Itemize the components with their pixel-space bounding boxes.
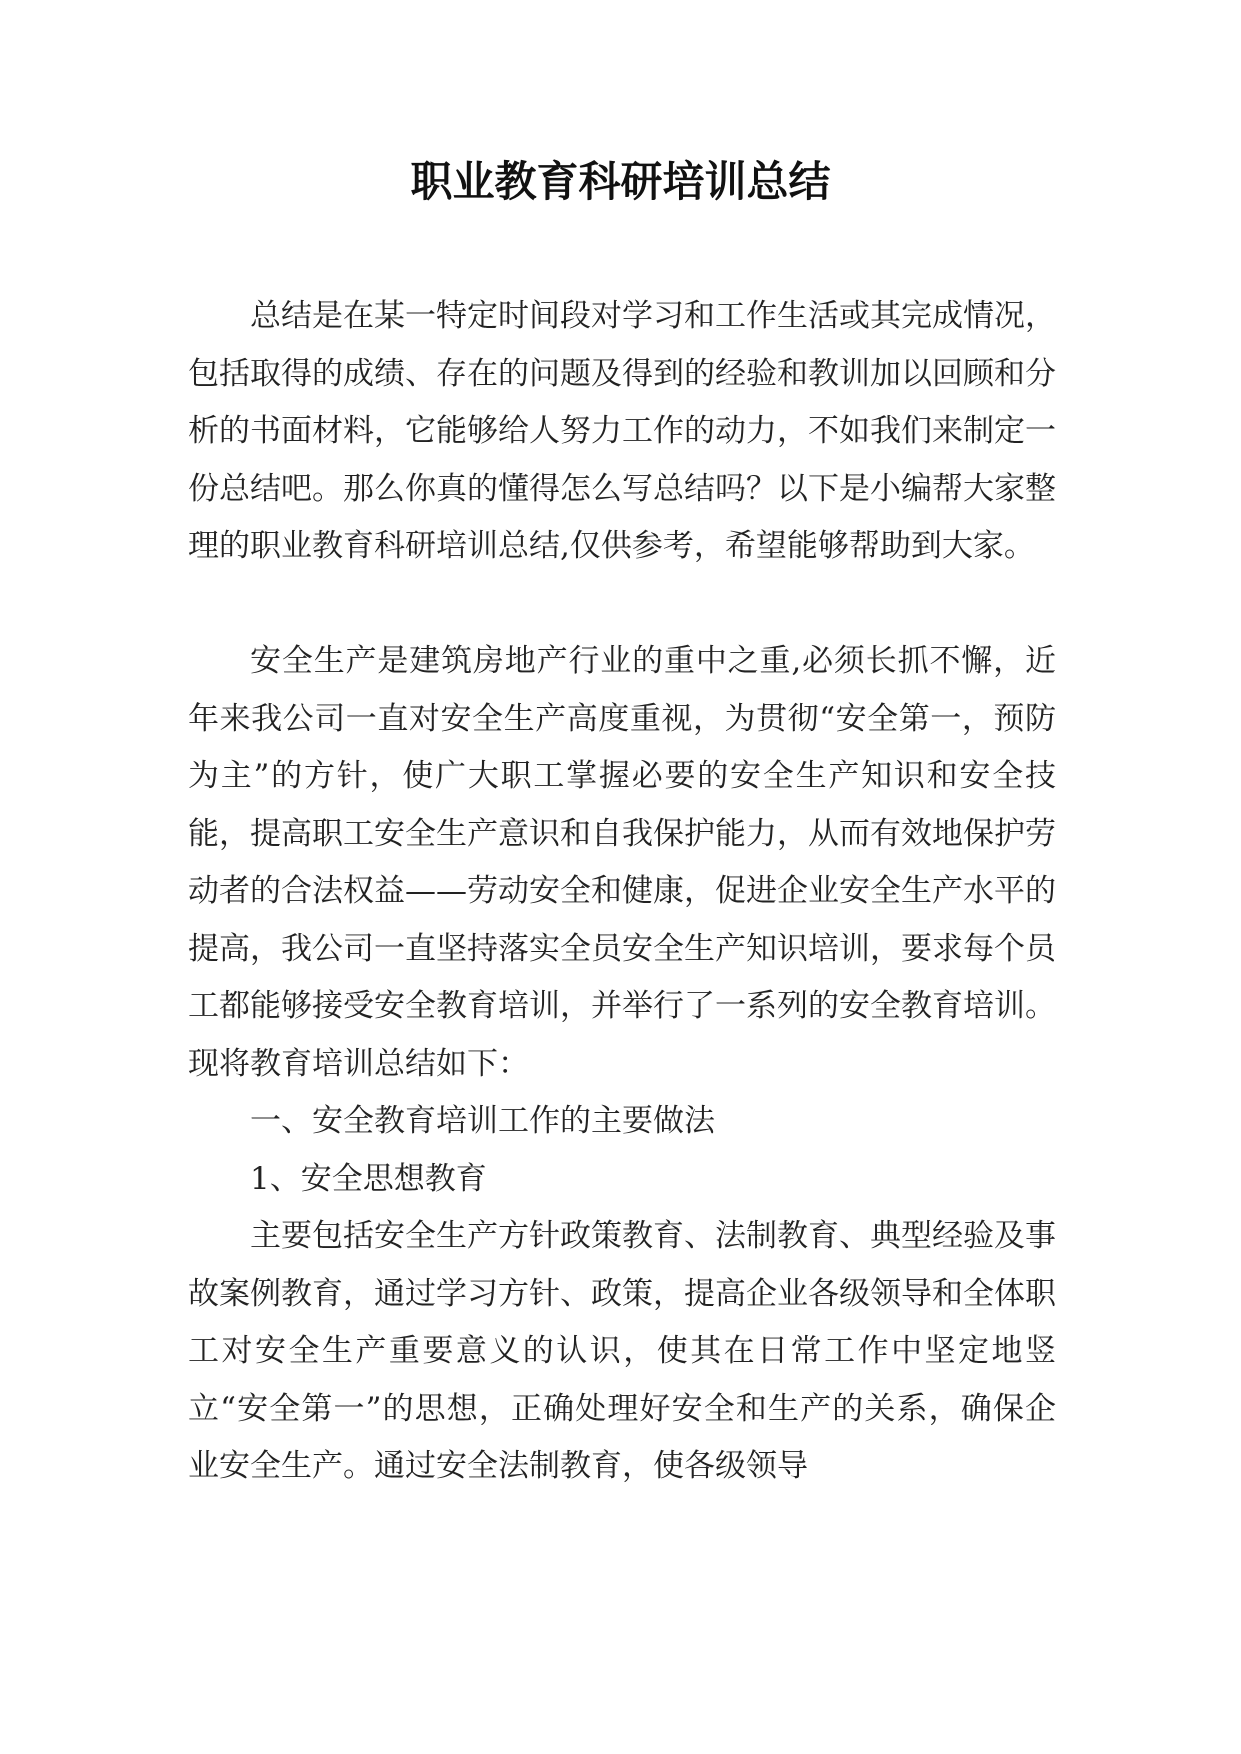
section-heading: 一、安全教育培训工作的主要做法 [250, 1103, 715, 1139]
education-paragraph: 主要包括安全生产方针政策教育、法制教育、典型经验及事故案例教育，通过学习方针、政策，提高企业各级领导和全体职工对安全生产重要意义的认识，使其在日常工作中坚定地竖立“安全第一”的思想，正确处理好安全和生产的关系，确保企业安全生产。通过安全法制教育，使各级领导 [188, 1218, 1056, 1484]
safety-paragraph: 安全生产是建筑房地产行业的重中之重,必须长抓不懈，近年来我公司一直对安全生产高度重视，为贯彻“安全第一，预防为主”的方针，使广大职工掌握必要的安全生产知识和安全技能，提高职工安全生产意识和自我保护能力，从而有效地保护劳动者的合法权益——劳动安全和健康，促进企业安全生产水平的提高，我公司一直坚持落实全员安全生产知识培训，要求每个员工都能够接受安全教育培训，并举行了一系列的安全教育培训。现将教育培训总结如下： [188, 643, 1056, 1082]
document-body [188, 288, 1056, 1496]
document-title: 职业教育科研培训总结 [410, 157, 831, 206]
subsection-heading: 1、安全思想教育 [250, 1160, 487, 1197]
intro-paragraph: 总结是在某一特定时间段对学习和工作生活或其完成情况，包括取得的成绩、存在的问题及得到的经验和教训加以回顾和分析的书面材料，它能够给人努力工作的动力，不如我们来制定一份总结吧。那么你真的懂得怎么写总结吗？以下是小编帮大家整理的职业教育科研培训总结,仅供参考，希望能够帮助到大家。 [188, 298, 1056, 564]
